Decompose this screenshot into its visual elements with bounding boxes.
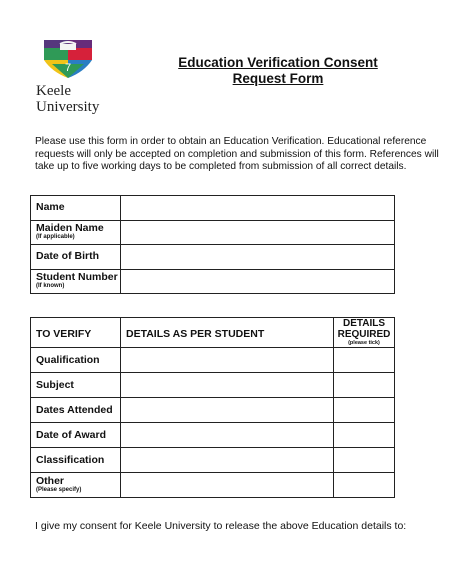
title-line-2: Request Form xyxy=(232,71,324,86)
qualification-required-checkbox[interactable] xyxy=(334,348,395,373)
dob-label-cell xyxy=(31,245,121,270)
dates-attended-details-field[interactable] xyxy=(121,398,334,423)
maiden-name-label-cell xyxy=(31,220,121,245)
intro-paragraph: Please use this form in order to obtain an Education Verification. Educational reference requests will only be accepted on completion and submission of this form. References will take up to five working days to be completed from submission of all correct details. xyxy=(35,136,439,172)
table-row xyxy=(31,220,395,245)
maiden-name-field[interactable] xyxy=(121,220,395,245)
logo-text-keele: Keele xyxy=(36,83,71,99)
subject-label-cell: Subject xyxy=(31,373,121,398)
subject-details-field[interactable] xyxy=(121,373,334,398)
row-label: Name xyxy=(36,201,65,214)
table-row xyxy=(31,348,395,373)
classification-required-checkbox[interactable] xyxy=(334,448,395,473)
row-label: Maiden Name xyxy=(36,222,104,235)
table-row xyxy=(31,448,395,473)
date-of-award-details-field[interactable] xyxy=(121,423,334,448)
date-of-award-required-checkbox[interactable] xyxy=(334,423,395,448)
consent-statement: I give my consent for Keele University to release the above Education details to: xyxy=(35,520,407,532)
dates-attended-required-checkbox[interactable] xyxy=(334,398,395,423)
row-label: Student Number xyxy=(36,271,118,284)
student-number-field[interactable] xyxy=(121,269,395,294)
classification-details-field[interactable] xyxy=(121,448,334,473)
header-details-required: DETAILS REQUIRED (please tick) xyxy=(334,318,395,348)
qualification-details-field[interactable] xyxy=(121,348,334,373)
title-line-1: Education Verification Consent xyxy=(178,55,378,70)
row-sublabel: (If applicable) xyxy=(36,234,75,241)
date-of-award-label-cell: Date of Award xyxy=(31,423,121,448)
classification-label-cell: Classification xyxy=(31,448,121,473)
form-title xyxy=(168,55,388,87)
subject-required-checkbox[interactable] xyxy=(334,373,395,398)
table-row xyxy=(31,373,395,398)
student-number-label-cell xyxy=(31,269,121,294)
other-label-cell: Other (Please specify) xyxy=(31,473,121,498)
header-to-verify: TO VERIFY xyxy=(31,318,121,348)
svg-text:7: 7 xyxy=(64,62,72,74)
name-label-cell xyxy=(31,196,121,221)
table-row xyxy=(31,423,395,448)
row-label: Date of Birth xyxy=(36,250,99,263)
logo-text-university: University xyxy=(36,99,100,115)
table-row xyxy=(31,196,395,221)
other-details-field[interactable] xyxy=(121,473,334,498)
table-row xyxy=(31,245,395,270)
header-details-as-per-student: DETAILS AS PER STUDENT xyxy=(121,318,334,348)
table-row xyxy=(31,473,395,498)
verification-table xyxy=(30,317,395,498)
dates-attended-label-cell: Dates Attended xyxy=(31,398,121,423)
date-of-birth-field[interactable] xyxy=(121,245,395,270)
qualification-label-cell: Qualification xyxy=(31,348,121,373)
table-header-row xyxy=(31,318,395,348)
table-row xyxy=(31,398,395,423)
name-field[interactable] xyxy=(121,196,395,221)
row-sublabel: (If known) xyxy=(36,283,65,290)
keele-shield-icon xyxy=(42,38,94,80)
other-required-checkbox[interactable] xyxy=(334,473,395,498)
keele-logo xyxy=(34,38,104,115)
table-row xyxy=(31,269,395,294)
personal-details-table xyxy=(30,195,395,294)
